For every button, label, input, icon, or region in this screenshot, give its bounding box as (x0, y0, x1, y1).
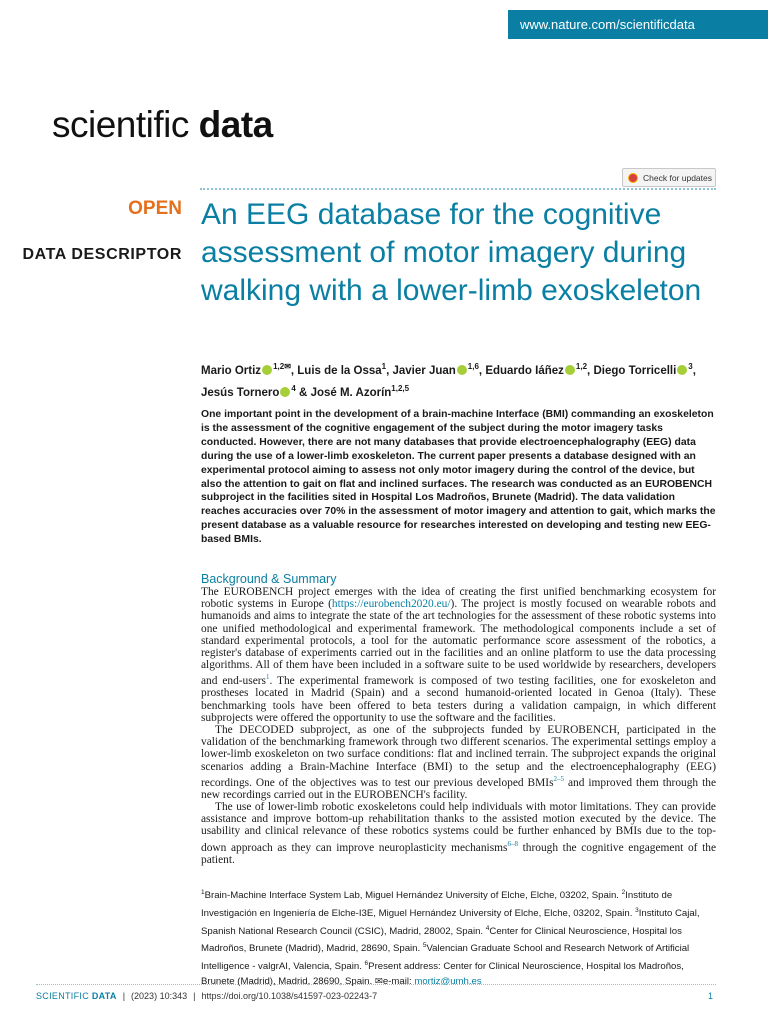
affiliations: $^1$Brain-Machine Interface System Lab, Miguel Hernández University of Elche, Elche, 03202, Spain. $^2$Instituto de Investigación en Ingeniería de Elche-I3E, Miguel Hernández University of Elche, Elche, 03202, Spain. $^3$Instituto Cajal, Spanish National Research Council (CSIC), Madrid, 28002, Spain. $^4$Center for Clinical Neuroscience, Hospital los Madroños, Brunete (Madrid), Madrid, 28690, Spain. $^5$Valencian Graduate School and Research Network of Artificial Intelligence - valgrAI, Valencia, Spain. $^6$Present address: Center for Clinical Neuroscience, Hospital los Madroños, Brunete (Madrid), Madrid, 28690, Spain. ✉e-mail: mortiz@umh.es (201, 889, 700, 987)
author[interactable] (485, 362, 588, 377)
citation-ref[interactable]: 1 (265, 673, 270, 682)
author-separator: , (587, 364, 594, 377)
citation-ref[interactable]: 6–8 (507, 839, 518, 848)
author-affiliation-sup: 1 (381, 362, 387, 371)
open-access-label: OPEN (128, 198, 182, 219)
author-affiliation-sup: 1,2 (273, 362, 285, 371)
author-affiliation-sup: 4 (291, 383, 296, 393)
footer-doi[interactable]: https://doi.org/10.1038/s41597-023-02243-7 (201, 991, 378, 1001)
check-updates-icon (628, 173, 638, 183)
footer-journal: SCIENTIFIC DATA (36, 991, 117, 1001)
author-affiliation-sup: 1,2 (575, 362, 588, 371)
journal-logo (52, 104, 273, 146)
author[interactable] (310, 383, 410, 399)
paragraph-2: The DECODED subproject, as one of the subprojects funded by EUROBENCH, participated in the validation of the benchmarking framework through two different scenarios. The experimental settings employ a lower-limb exoskeleton on two surface conditions: flat and inclined terrain. The subproject expands the original scenarios adding a Brain-Machine Interface (BMI) to the setup and the electroencephalography (EEG) recordings. One of the objectives was to test our previous developed BMIs$^{2-5}$ and improved them through the new recordings carried out in the EUROBENCH's facility. (201, 724, 716, 801)
author[interactable] (297, 362, 387, 377)
author-name: Mario Ortiz (201, 364, 262, 377)
footer-citation: (2023) 10:343 (131, 991, 188, 1001)
check-for-updates-button[interactable] (622, 168, 716, 187)
section-heading: Background & Summary (201, 572, 337, 586)
article-type-label: DATA DESCRIPTOR (22, 246, 182, 263)
check-updates-label: Check for updates (643, 172, 712, 183)
orcid-icon[interactable] (262, 365, 272, 375)
author-name: Luis de la Ossa (297, 364, 382, 377)
author-affiliation-sup: 3 (688, 362, 693, 371)
body-text (201, 586, 716, 866)
orcid-icon[interactable] (677, 365, 687, 375)
paragraph-3: The use of lower-limb robotic exoskeletons could help individuals with motor limitations. They can provide assistance and improve bottom-up rehabilitation thanks to the assisted motion executed by the device. The usability and clinical relevance of these robotics systems could be further enhanced by BMIs due to the top-down approach as they can improve neuroplasticity mechanisms$^{6-8}$ through the cognitive engagement of the patient. (201, 801, 716, 866)
footer (36, 991, 377, 1001)
footer-separator: | (122, 991, 126, 1001)
article-title: An EEG database for the cognitive assessment of motor imagery during walking with a lower-limb exoskeleton (201, 198, 702, 307)
author[interactable] (392, 362, 479, 377)
abstract: One important point in the development of a brain-machine Interface (BMI) commanding an exoskeleton is the assessment of the cognitive engagement of the subject during the motor imagery tasks conducted. However, there are not many databases that provide electroencephalography (EEG) data during the use of a lower-limb exoskeleton. The current paper presents a database designed with an experimental protocol aiming to assess not only motor imagery during the control of the device, but also the attention to gait on flat and inclined surfaces. The research was conducted as an EUROBENCH subproject in the facilities sited in Hospital Los Madroños, Brunete (Madrid). The data validation reaches accuracies over 70% in the assessment of motor imagery and attention to gait, which marks the present database as a valuable resource for researches interested on developing and testing new EEG-based BMIs. (201, 409, 716, 546)
author-affiliation-sup: 1,6 (467, 362, 479, 371)
page-number: 1 (708, 991, 714, 1001)
title-divider (200, 188, 716, 190)
email-icon: ✉ (374, 975, 383, 987)
paragraph-1: The EUROBENCH project emerges with the idea of creating the first unified benchmarking ecosystem for robotic systems in Europe (https://eurobench2020.eu/). The project is mostly focused on wearable robots and humanoids and aims to integrate the state of the art technologies for the assessment of these robotic systems into one unified methodological and experimental framework. The methodological components include a set of standard experimental protocols, a tool for the automatic performance score assessment of the robotics, a register's database of experiments carried out in the facilities and an online platform to use the data processing algorithms. All of them have been included in a software suite to be used worldwide by researchers, developers and end-users$^1$. The experimental framework is composed of two testing facilities, one for exoskeleton and prostheses located in Madrid (Spain) and a second humanoid-oriented located in Genoa (Italy). These benchmarking tools have been offered to beta testers during a validation campaign, in which different subprojects were offered the opportunity to use the software and the facilities. (201, 586, 717, 724)
footer-divider (36, 984, 716, 985)
author-separator: , (478, 364, 486, 377)
author-separator: , (692, 364, 696, 377)
journal-name-bold: data (198, 104, 273, 145)
email-link[interactable]: mortiz@umh.es (414, 975, 482, 987)
author[interactable] (593, 362, 693, 377)
author[interactable] (201, 383, 296, 399)
author-separator: & (295, 386, 311, 399)
author-separator: , (386, 364, 393, 377)
author-name: José M. Azorín (310, 386, 392, 399)
author-name: Jesús Tornero (201, 386, 280, 399)
orcid-icon[interactable] (280, 387, 290, 397)
author-name: Eduardo Iáñez (485, 364, 564, 377)
email-icon[interactable]: ✉ (284, 362, 291, 371)
footer-separator: | (193, 991, 196, 1001)
journal-url[interactable]: www.nature.com/scientificdata (520, 17, 695, 32)
journal-name-light: scientific (52, 104, 189, 145)
eurobench-link[interactable]: https://eurobench2020.eu/ (331, 598, 451, 611)
orcid-icon[interactable] (457, 365, 467, 375)
author[interactable] (201, 362, 291, 377)
author-affiliation-sup: 1,2,5 (391, 383, 410, 393)
author-separator: , (290, 364, 298, 377)
journal-url-bar[interactable] (508, 10, 768, 39)
author-list (201, 358, 721, 402)
orcid-icon[interactable] (565, 365, 575, 375)
author-name: Diego Torricelli (593, 364, 677, 377)
citation-ref[interactable]: 2–5 (553, 774, 565, 783)
author-name: Javier Juan (392, 364, 456, 377)
